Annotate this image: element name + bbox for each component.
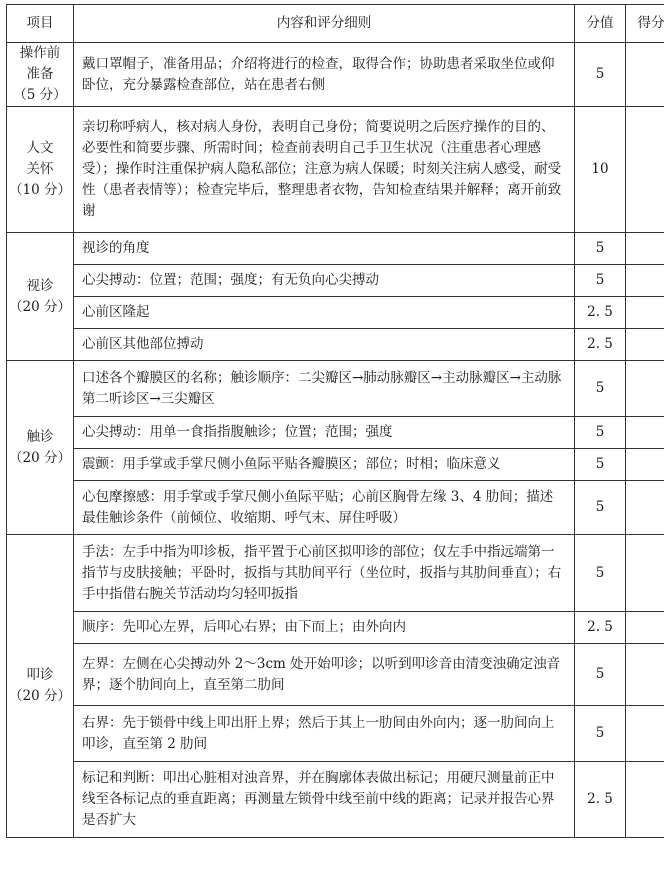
earned-score-cell[interactable] [626,644,664,706]
earned-score-cell[interactable] [626,762,664,838]
score-value: 5 [575,481,626,535]
table-row [7,612,664,644]
criteria-text: 标记和判断：叩出心脏相对浊音界，并在胸廓体表做出标记；用硬尺测量前正中线至各标记点的垂直距离；再测量左锁骨中线至前中线的距离；记录并报告心界是否扩大 [74,762,575,838]
criteria-text: 心前区其他部位搏动 [74,329,575,361]
section-name-line: 叩诊 [26,667,54,683]
table-row [7,297,664,329]
header-content: 内容和评分细则 [74,5,575,43]
earned-score-cell[interactable] [626,535,664,612]
score-value: 5 [575,417,626,449]
criteria-text: 心尖搏动：用单一食指指腹触诊；位置；范围；强度 [74,417,575,449]
score-value: 2. 5 [575,762,626,838]
section-name [7,361,74,535]
earned-score-cell[interactable] [626,449,664,481]
section-name-line: 准备 [26,66,54,82]
section-name-line: 关怀 [26,161,54,177]
scoring-table-container [6,4,664,838]
earned-score-cell[interactable] [626,361,664,417]
criteria-text: 震颤：用手掌或手掌尺侧小鱼际平贴各瓣膜区；部位；时相；临床意义 [74,449,575,481]
section-name-line: （20 分） [9,449,71,466]
criteria-text: 心尖搏动：位置；范围；强度；有无负向心尖搏动 [74,265,575,297]
section-name-line: 人文 [26,140,54,156]
earned-score-cell[interactable] [626,43,664,107]
score-value: 2. 5 [575,329,626,361]
table-row [7,417,664,449]
section-name [7,233,74,361]
header-score: 分值 [575,5,626,43]
earned-score-cell[interactable] [626,265,664,297]
score-value: 5 [575,535,626,612]
table-row [7,535,664,612]
score-value: 5 [575,265,626,297]
section-name [7,535,74,838]
score-value: 5 [575,43,626,107]
criteria-text: 手法：左手中指为叩诊板，指平置于心前区拟叩诊的部位；仅左手中指远端第一指节与皮肤接触；平卧时，扳指与其肋间平行（坐位时，扳指与其肋间垂直）；右手中指借右腕关节活动均匀轻叩扳指 [74,535,575,612]
section-name-line: 视诊 [26,277,54,294]
earned-score-cell[interactable] [626,612,664,644]
score-value: 10 [575,107,626,233]
table-row [7,762,664,838]
criteria-text: 顺序：先叩心左界，后叩心右界；由下而上；由外向内 [74,612,575,644]
section-name-line: 操作前 [19,45,61,61]
earned-score-cell[interactable] [626,706,664,762]
table-row [7,43,664,107]
criteria-text: 口述各个瓣膜区的名称；触诊顺序：二尖瓣区→肺动脉瓣区→主动脉瓣区→主动脉第二听诊区→三尖瓣区 [74,361,575,417]
score-value: 2. 5 [575,612,626,644]
header-row [7,5,664,43]
earned-score-cell[interactable] [626,481,664,535]
earned-score-cell[interactable] [626,107,664,233]
table-row [7,265,664,297]
score-value: 5 [575,233,626,265]
criteria-text: 左界：左侧在心尖搏动外 2～3cm 处开始叩诊；以听到叩诊音由清变浊确定浊音界；逐个肋间向上，直至第二肋间 [74,644,575,706]
header-item: 项目 [7,5,74,43]
header-got: 得分 [626,5,664,43]
earned-score-cell[interactable] [626,233,664,265]
table-row [7,706,664,762]
section-name-line: （10 分） [9,182,71,198]
criteria-text: 亲切称呼病人，核对病人身份，表明自己身份；简要说明之后医疗操作的目的、必要性和简要步骤、所需时间；检查前表明自己手卫生状况（注重患者心理感受）；操作时注重保护病人隐私部位；注意为病人保暖；时刻关注病人感受，耐受性（患者表情等）；检查完毕后，整理患者衣物，告知检查结果并解释；离开前致谢 [74,107,575,233]
table-row [7,329,664,361]
criteria-text: 戴口罩帽子，准备用品；介绍将进行的检查，取得合作；协助患者采取坐位或仰卧位，充分暴露检查部位，站在患者右侧 [74,43,575,107]
score-value: 5 [575,449,626,481]
table-row [7,361,664,417]
score-value: 2. 5 [575,297,626,329]
score-value: 5 [575,644,626,706]
earned-score-cell[interactable] [626,329,664,361]
criteria-text: 视诊的角度 [74,233,575,265]
criteria-text: 右界：先于锁骨中线上叩出肝上界；然后于其上一肋间由外向内；逐一肋间向上叩诊，直至第 2 肋间 [74,706,575,762]
criteria-text: 心前区隆起 [74,297,575,329]
score-value: 5 [575,706,626,762]
section-name-line: 触诊 [26,428,54,445]
table-row [7,644,664,706]
scoring-table [6,4,664,838]
table-row [7,481,664,535]
score-value: 5 [575,361,626,417]
table-row [7,449,664,481]
earned-score-cell[interactable] [626,297,664,329]
section-name-line: （20 分） [9,298,71,315]
criteria-text: 心包摩擦感：用手掌或手掌尺侧小鱼际平贴；心前区胸骨左缘 3、4 肋间；描述最佳触诊条件（前倾位、收缩期、呼气末、屏住呼吸） [74,481,575,535]
section-name-line: （20 分） [9,688,71,704]
section-name [7,43,74,107]
earned-score-cell[interactable] [626,417,664,449]
table-row [7,107,664,233]
section-name [7,107,74,233]
section-name-line: （5 分） [13,87,67,103]
table-row [7,233,664,265]
